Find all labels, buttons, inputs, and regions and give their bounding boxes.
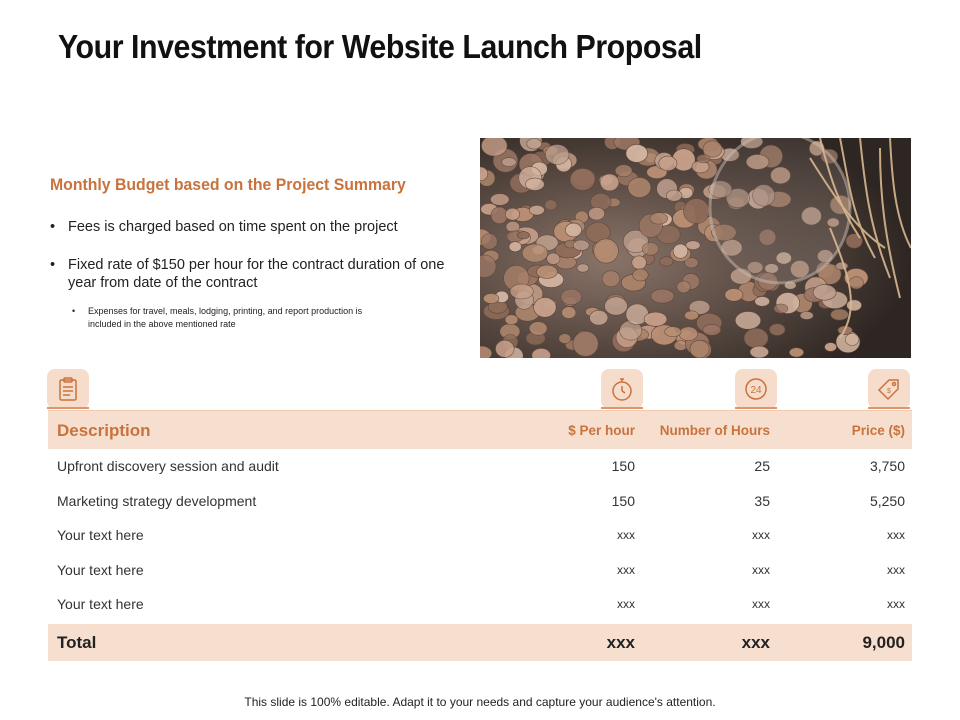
table-row [48, 484, 912, 519]
clock-24-icon [735, 369, 777, 409]
icon-underline [868, 407, 910, 409]
icon-underline [735, 407, 777, 409]
bullet-item: • Fixed rate of $150 per hour for the contract duration of one year from date of the contract [50, 256, 450, 292]
svg-text:$: $ [887, 388, 891, 395]
table-cell: 3,750 [869, 458, 905, 474]
table-cell: 150 [611, 458, 635, 474]
total-cell: xxx [606, 632, 635, 652]
table-cell: xxx [617, 528, 635, 542]
icon-underline [601, 407, 643, 409]
table-cell: 5,250 [869, 492, 905, 509]
price-tag-icon [868, 369, 910, 409]
column-header: $ Per hour [568, 423, 635, 438]
table-cell: 25 [754, 458, 770, 474]
table-cell: xxx [752, 597, 770, 611]
column-header: Number of Hours [659, 423, 770, 438]
table-cell: xxx [617, 597, 635, 611]
table-row [48, 553, 912, 588]
slide-title: Your Investment for Website Launch Proposal [58, 28, 702, 65]
table-row [48, 518, 912, 553]
investment-table [48, 410, 912, 661]
icon-underline [47, 407, 89, 409]
coins-photo [480, 138, 911, 358]
bullet-item: • Fees is charged based on time spent on the project [50, 218, 450, 236]
table-cell: xxx [887, 562, 905, 577]
column-header: Description [57, 421, 151, 440]
table-row [48, 587, 912, 622]
svg-text:24: 24 [750, 385, 762, 396]
table-cell: xxx [887, 597, 905, 611]
table-total-row [48, 624, 912, 661]
table-cell: Your text here [57, 561, 144, 578]
table-header [48, 410, 912, 449]
table-cell: 35 [754, 492, 770, 509]
table-cell: xxx [887, 528, 905, 542]
total-cell: 9,000 [862, 632, 905, 652]
stopwatch-icon [601, 369, 643, 409]
total-cell: xxx [741, 632, 770, 652]
table-cell: xxx [617, 562, 635, 577]
table-cell: Your text here [57, 596, 144, 612]
total-label: Total [57, 632, 97, 652]
table-cell: Your text here [57, 527, 144, 543]
footer-note: This slide is 100% editable. Adapt it to your needs and capture your audience's attention. [244, 695, 716, 709]
bullet-list [50, 218, 450, 292]
section-subtitle: Monthly Budget based on the Project Summary [50, 175, 406, 194]
column-header: Price ($) [851, 423, 905, 438]
table-cell: xxx [752, 562, 770, 577]
clipboard-icon [47, 369, 89, 409]
table-cell: Marketing strategy development [57, 492, 257, 509]
table-cell: Upfront discovery session and audit [57, 458, 279, 474]
sub-bullet-item: • Expenses for travel, meals, lodging, printing, and report production is included in the above mentioned rate [72, 305, 388, 331]
table-row [48, 449, 912, 484]
table-cell: 150 [611, 492, 635, 509]
table-cell: xxx [752, 528, 770, 542]
